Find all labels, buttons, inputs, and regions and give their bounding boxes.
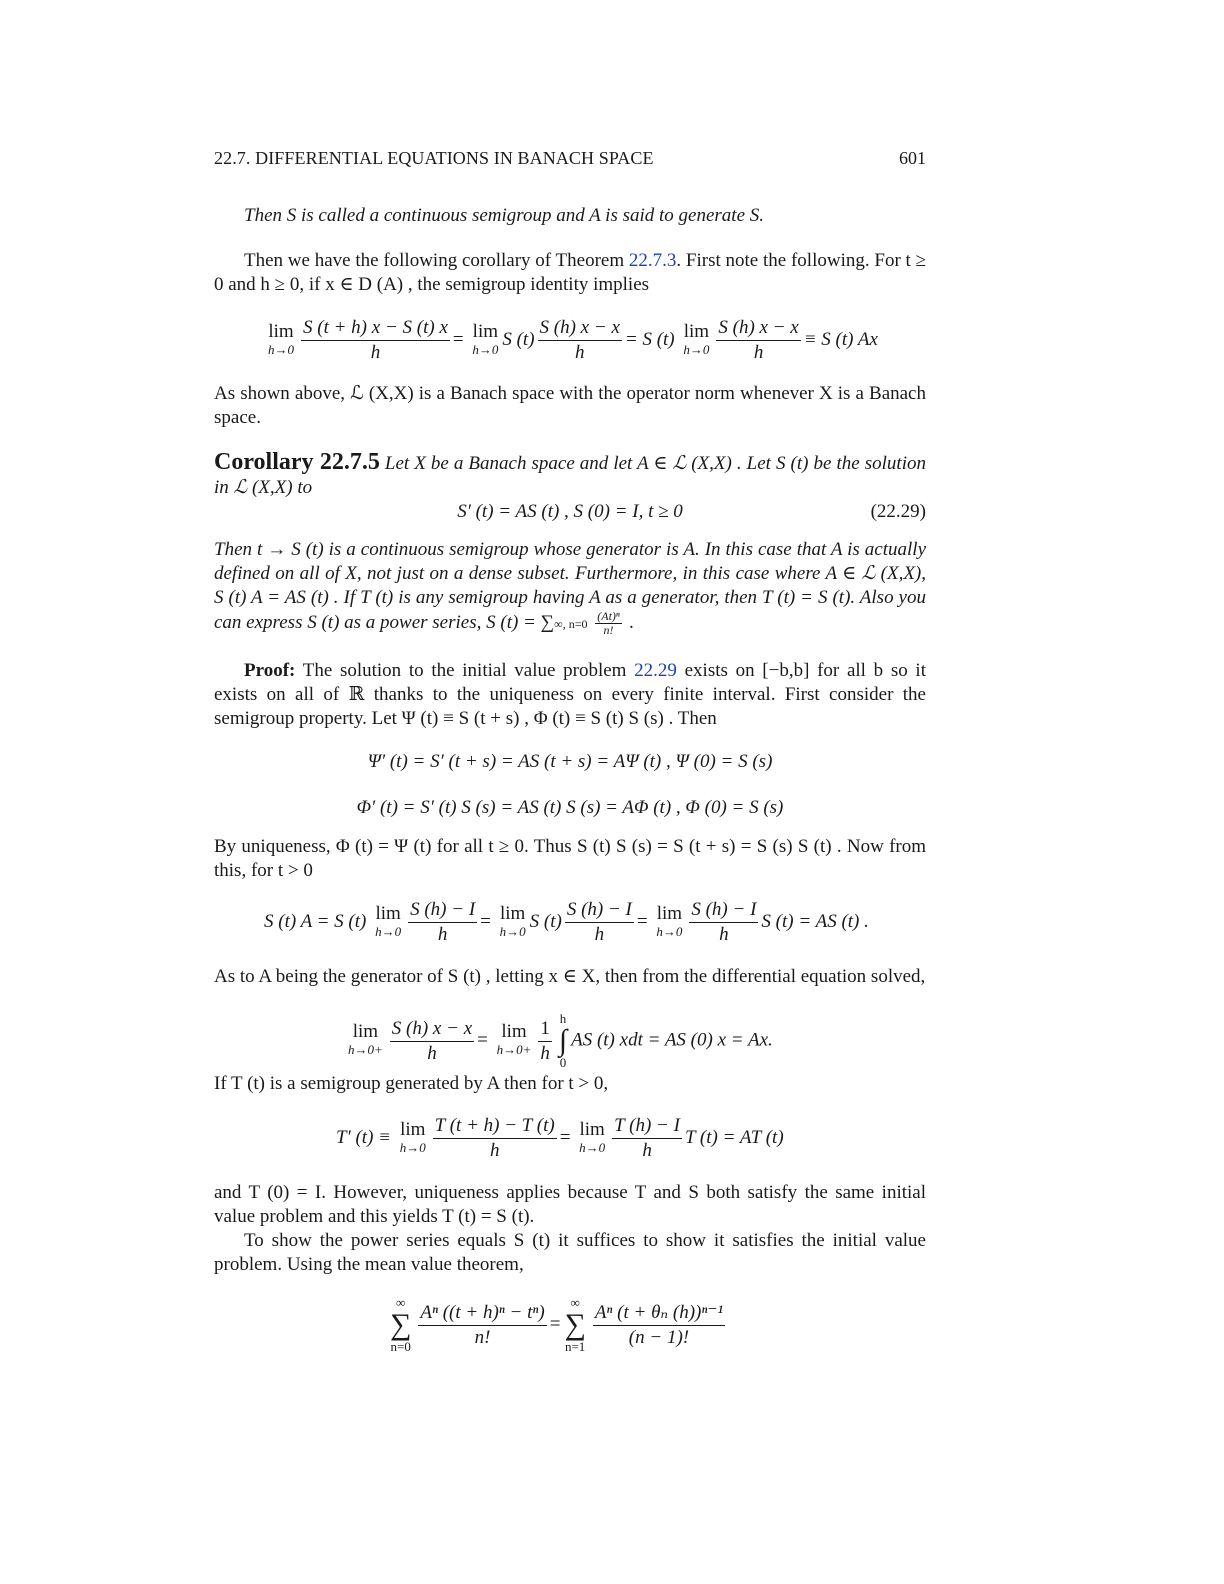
eq-sign: = — [452, 328, 469, 350]
eq-sign: = — [559, 1126, 576, 1148]
equation-phi: Φ′ (t) = S′ (t) S (s) = AS (t) S (s) = AΦ (t) , Φ (0) = S (s) — [356, 797, 784, 818]
eq-sign: = — [549, 1313, 561, 1335]
corollary-conclusion — [214, 538, 926, 637]
frac-num: S (h) x − x — [390, 1017, 474, 1042]
s-of-t: S (t) — [502, 328, 535, 350]
sum-lower: n=1 — [564, 1339, 586, 1354]
corollary-heading: Corollary 22.7.5 — [214, 449, 380, 475]
corollary-statement — [214, 450, 926, 500]
proof-text: The solution to the initial value problem — [295, 660, 635, 681]
paragraph-4: As to A being the generator of S (t) , letting x ∈ X, then from the differential equation solved, — [214, 966, 926, 987]
lim-label: lim — [499, 902, 526, 924]
intro-line: Then S is called a continuous semigroup and A is said to generate S. — [244, 205, 765, 226]
s-of-t: S (t) — [529, 910, 562, 932]
lim-label: lim — [352, 1021, 379, 1042]
frac-num: Aⁿ ((t + h)ⁿ − tⁿ) — [418, 1301, 546, 1326]
lim-sub: h→0 — [375, 923, 402, 939]
page-number: 601 — [899, 148, 926, 168]
lim-label: lim — [472, 320, 499, 342]
frac-den: h — [642, 1140, 652, 1161]
eq-tail: S (t) = AS (t) . — [761, 910, 869, 932]
sum-symbol: ∑ — [540, 611, 555, 633]
frac-num: S (h) − I — [689, 898, 758, 923]
equation-link[interactable]: 22.29 — [634, 660, 677, 681]
frac-num: S (h) − I — [408, 898, 477, 923]
sum-symbol: ∑ — [564, 1308, 586, 1341]
frac-num: S (h) − I — [565, 898, 634, 923]
lim-sub: h→0 — [656, 923, 683, 939]
paragraph-7: To show the power series equals S (t) it suffices to show it satisfies the initial value problem. Using the mean value theorem, — [214, 1230, 926, 1275]
paragraph-1 — [214, 249, 926, 297]
eq-tail: ≡ S (t) Ax — [803, 328, 878, 350]
paragraph-3: By uniqueness, Φ (t) = Ψ (t) for all t ≥ 0. Thus S (t) S (s) = S (t + s) = S (s) S (t) . Now from this, for t > 0 — [214, 836, 926, 881]
running-header — [214, 148, 926, 172]
equation-series — [386, 1296, 926, 1354]
eq-sign: = — [480, 910, 496, 932]
proof-text-end: exists on [−b,b] for all b so it exists on all of ℝ thanks to the uniqueness on every finite interval. First consider the semigroup property. Let Ψ (t) ≡ S (t + s) , Φ (t) ≡ S (t) S (s) . Then — [214, 660, 926, 729]
frac-num: Aⁿ (t + θₙ (h))ⁿ⁻¹ — [593, 1301, 725, 1326]
frac-den: h — [437, 924, 448, 945]
paragraph-2: As shown above, ℒ (X,X) is a Banach space with the operator norm whenever X is a Banach space. — [214, 383, 926, 428]
paragraph-1-text: Then we have the following corollary of Theorem — [244, 250, 629, 271]
lim-sub: h→0 — [472, 341, 499, 357]
paragraph-1-text-end: . First note the following. For t ≥ 0 and h ≥ 0, if x ∈ D (A) , the semigroup identity implies — [214, 250, 926, 295]
sum-limits: ∞, n=0 — [554, 616, 588, 631]
lim-sub: h→0 — [579, 1139, 606, 1155]
theorem-link[interactable]: 22.7.3 — [628, 250, 677, 271]
lim-label: lim — [268, 320, 294, 342]
frac-den: h — [719, 924, 729, 945]
sum-upper: ∞ — [396, 1295, 406, 1310]
lim-sub: h→0 — [683, 341, 710, 357]
frac-den: n! — [474, 1326, 491, 1348]
lim-sub: h→0 — [268, 341, 294, 357]
lim-sub: h→0 — [399, 1139, 426, 1155]
equation-psi: Ψ′ (t) = S′ (t + s) = AS (t + s) = AΨ (t) , Ψ (0) = S (s) — [367, 751, 773, 772]
equation-semigroup — [264, 316, 926, 365]
lim-sub: h→0+ — [348, 1042, 383, 1057]
sum-lower: n=0 — [390, 1339, 411, 1354]
lim-sub: h→0 — [499, 923, 526, 939]
lim-label: lim — [656, 902, 683, 924]
equation-commute — [264, 898, 926, 947]
frac-num: S (h) x − x — [716, 316, 800, 341]
frac-den: (n − 1)! — [628, 1326, 690, 1348]
frac-num: S (t + h) x − S (t) x — [301, 316, 450, 341]
equation-22-29 — [214, 501, 926, 523]
eq-tail: AS (t) xdt = AS (0) x = Ax. — [571, 1029, 773, 1051]
frac-den: h — [489, 1140, 500, 1161]
lim-label: lim — [400, 1118, 426, 1140]
eq-sign: = — [477, 1029, 493, 1051]
integral-lower: 0 — [559, 1055, 567, 1070]
eq-lead: T′ (t) ≡ — [336, 1126, 396, 1148]
frac-den: h — [753, 342, 764, 363]
integral-upper: h — [559, 1011, 567, 1026]
proof-label: Proof: — [244, 660, 296, 681]
sum-upper: ∞ — [570, 1295, 580, 1310]
paragraph-6: and T (0) = I. However, uniqueness applies because T and S both satisfy the same initial value problem and this yields T (t) = S (t). — [214, 1182, 926, 1227]
frac-den: h — [540, 1042, 550, 1064]
lim-label: lim — [683, 320, 710, 342]
paragraph-5: If T (t) is a semigroup generated by A then for t > 0, — [214, 1073, 609, 1094]
eq-tail: T (t) = AT (t) — [684, 1126, 784, 1148]
ivp-equation: S′ (t) = AS (t) , S (0) = I, t ≥ 0 — [457, 501, 683, 522]
lim-sub: h→0+ — [496, 1042, 532, 1057]
lim-label: lim — [375, 902, 401, 924]
section-title: 22.7. DIFFERENTIAL EQUATIONS IN BANACH SPACE — [214, 148, 654, 168]
equation-generator — [344, 1012, 926, 1070]
corollary-text: Let X be a Banach space and let A ∈ ℒ (X,X) . Let S (t) be the solution in ℒ (X,X) to — [214, 453, 926, 498]
frac-num: T (t + h) − T (t) — [433, 1114, 557, 1139]
proof-paragraph — [214, 659, 926, 731]
series-end: . — [624, 611, 635, 633]
frac-den: h — [574, 342, 585, 363]
series-num: (At)ⁿ — [597, 609, 620, 623]
frac-num: T (h) − I — [612, 1114, 682, 1139]
frac-den: h — [370, 342, 381, 363]
corollary-text-2: Then t → S (t) is a continuous semigroup whose generator is A. In this case that A is actually defined on all of X, not just on a dense subset. Furthermore, in this case where A ∈ ℒ (X,X), S (t) A = AS (t) . If T (t) is any semigroup having A as a generator, then T (t) = S (t). Also you can express S (t) as a power series, S (t) = — [214, 539, 926, 633]
lim-label: lim — [579, 1118, 605, 1140]
frac-den: h — [427, 1042, 437, 1064]
integral-symbol: ∫ — [558, 1024, 568, 1057]
frac-den: h — [594, 924, 605, 945]
equation-number: (22.29) — [870, 501, 926, 522]
frac-num: S (h) x − x — [538, 316, 622, 341]
sum-symbol: ∑ — [390, 1308, 412, 1341]
series-den: n! — [603, 623, 614, 637]
eq-lead: S (t) A = S (t) — [264, 910, 372, 932]
frac-num: 1 — [538, 1017, 552, 1042]
eq-mid: = S (t) — [624, 328, 680, 350]
equation-T — [336, 1114, 926, 1163]
lim-label: lim — [501, 1021, 527, 1042]
eq-sign: = — [636, 910, 653, 932]
